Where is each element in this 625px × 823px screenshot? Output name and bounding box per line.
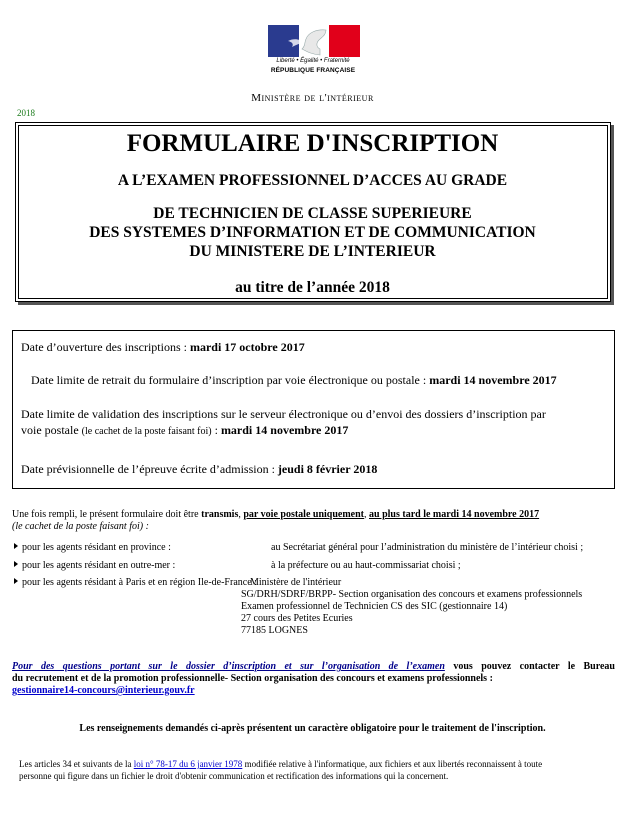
title-line-3: DES SYSTEMES D’INFORMATION ET DE COMMUNICATION <box>89 224 536 241</box>
contact-email-link[interactable]: gestionnaire14-concours@interieur.gouv.fr <box>12 685 195 696</box>
legal-notice: Les articles 34 et suivants de la loi n° 78-17 du 6 janvier 1978 modifiée relative à l'informatique, aux fichiers et aux libertés reconnaissent à toute personne qui figure dans un fichier le droit d'obtenir communication et rectification des informations qui la concernent. <box>19 759 543 781</box>
law-link[interactable]: loi n° 78-17 du 6 janvier 1978 <box>133 759 243 769</box>
republic-name: RÉPUBLIQUE FRANÇAISE <box>270 67 356 74</box>
province-destination: au Secrétariat général pour l’administration du ministère de l’intérieur choisi ; <box>271 542 584 553</box>
form-year: 2018 <box>17 108 35 118</box>
contact-block: Pour des questions portant sur le dossier d’inscription et sur l’organisation de l’examen vous pouvez contacter le Bureau du recrutement et de la promotion professionnelle- Section organisation des concours et examens professionnels : gestionnaire14-concours@interieur.gouv.fr <box>12 661 615 696</box>
motto: Liberté • Égalité • Fraternité <box>276 58 350 64</box>
outremer-destination: à la préfecture ou au haut-commissariat choisi ; <box>271 560 461 571</box>
title-year-line: au titre de l’année 2018 <box>235 279 390 296</box>
exam-date: Date prévisionnelle de l’épreuve écrite d’admission : jeudi 8 février 2018 <box>21 462 378 476</box>
title-line-4: DU MINISTERE DE L’INTERIEUR <box>189 243 436 260</box>
contact-lead: Pour des questions portant sur le dossier d’inscription et sur l’organisation de l’examen <box>12 661 445 672</box>
ministry-name: Ministère de l'intérieur <box>251 92 374 104</box>
title-line-1: A L’EXAMEN PROFESSIONNEL D’ACCES AU GRADE <box>117 172 508 189</box>
bullet-arrow-icon <box>14 543 18 549</box>
bullet-arrow-icon <box>14 578 18 584</box>
transmission-note: (le cachet de la poste faisant foi) : <box>12 521 149 532</box>
withdrawal-date: Date limite de retrait du formulaire d’inscription par voie électronique ou postale : mardi 14 novembre 2017 <box>31 373 557 387</box>
paris-address-line-1: Ministère de l'intérieur <box>250 577 342 588</box>
marianne-flag-icon <box>268 25 360 57</box>
outremer-label: pour les agents résidant en outre-mer : <box>14 560 175 571</box>
bullet-arrow-icon <box>14 561 18 567</box>
republique-francaise-logo <box>265 25 361 83</box>
validation-date: Date limite de validation des inscriptions sur le serveur électronique ou d’envoi des dossiers d’inscription par voie postale (le cachet de la poste faisant foi) : mardi 14 novembre 2017 <box>21 407 546 437</box>
opening-date: Date d’ouverture des inscriptions : mardi 17 octobre 2017 <box>21 340 305 354</box>
paris-label: pour les agents résidant à Paris et en région Ile-de-France : <box>14 577 257 588</box>
paris-address: SG/DRH/SDRF/BRPP- Section organisation des concours et examens professionnels Examen professionnel de Technicien CS des SIC (gestionnaire 14) 27 cours des Petites Ecuries 77185 LOGNES <box>241 589 583 636</box>
transmission-intro: Une fois rempli, le présent formulaire doit être transmis, par voie postale uniquement, au plus tard le mardi 14 novembre 2017 <box>12 509 540 520</box>
title-block <box>0 204 625 261</box>
title-line-2: DE TECHNICIEN DE CLASSE SUPERIEURE <box>153 205 472 222</box>
mandatory-notice: Les renseignements demandés ci-après présentent un caractère obligatoire pour le traitement de l'inscription. <box>79 723 546 734</box>
province-label: pour les agents résidant en province : <box>14 542 171 553</box>
form-title: FORMULAIRE D'INSCRIPTION <box>126 130 499 157</box>
